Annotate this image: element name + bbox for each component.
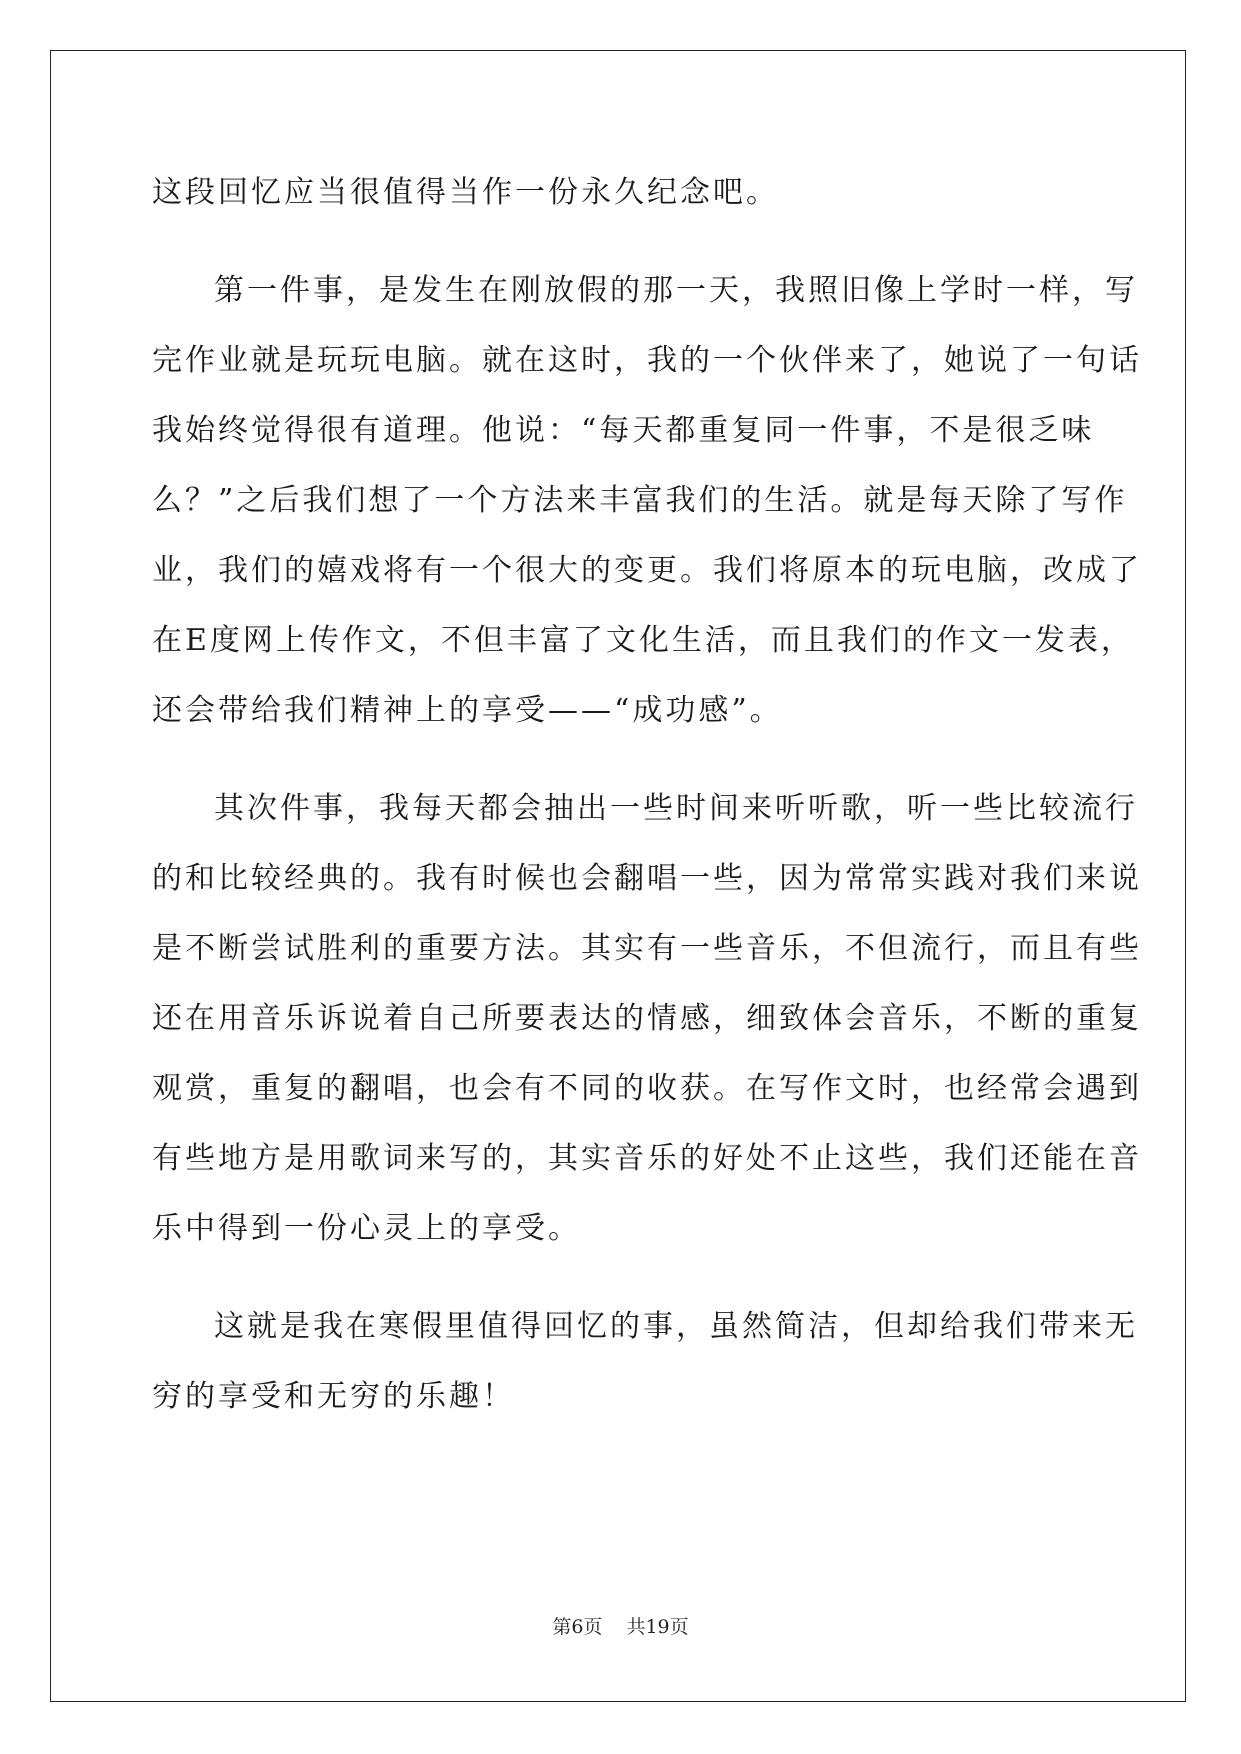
text-line: 还在用音乐诉说着自己所要表达的情感，细致体会音乐，不断的重复: [152, 1001, 1142, 1036]
text-line: 其次件事，我每天都会抽出一些时间来听听歌，听一些比较流行: [214, 791, 1138, 826]
text-line: 乐中得到一份心灵上的享受。: [152, 1211, 581, 1246]
text-line: 有些地方是用歌词来写的，其实音乐的好处不止这些，我们还能在音: [152, 1141, 1142, 1176]
text-line: 业，我们的嬉戏将有一个很大的变更。我们将原本的玩电脑，改成了: [152, 553, 1142, 588]
text-line: 这段回忆应当很值得当作一份永久纪念吧。: [152, 175, 779, 210]
paragraph: [152, 256, 1142, 746]
text-line: 还会带给我们精神上的享受——“成功感”。: [152, 693, 783, 728]
paragraph: [152, 1292, 1138, 1432]
text-line: 第一件事，是发生在刚放假的那一天，我照旧像上学时一样，写: [214, 273, 1138, 308]
paragraph: [152, 158, 1088, 228]
page-footer: [0, 1612, 1241, 1639]
text-line: 的和比较经典的。我有时候也会翻唱一些，因为常常实践对我们来说: [152, 861, 1142, 896]
page-number: 第6页: [552, 1616, 603, 1638]
text-line: 穷的享受和无穷的乐趣！: [152, 1379, 515, 1414]
text-line: 完作业就是玩玩电脑。就在这时，我的一个伙伴来了，她说了一句话: [152, 343, 1142, 378]
paragraph: [152, 774, 1142, 1264]
text-line: 么？”之后我们想了一个方法来丰富我们的生活。就是每天除了写作: [152, 483, 1128, 518]
document-body: [152, 158, 1142, 1432]
text-line: 这就是我在寒假里值得回忆的事，虽然简洁，但却给我们带来无: [214, 1309, 1138, 1344]
page-total: 共19页: [626, 1616, 689, 1638]
text-line: 在E度网上传作文，不但丰富了文化生活，而且我们的作文一发表，: [152, 623, 1134, 658]
text-line: 观赏，重复的翻唱，也会有不同的收获。在写作文时，也经常会遇到: [152, 1071, 1142, 1106]
text-line: 是不断尝试胜利的重要方法。其实有一些音乐，不但流行，而且有些: [152, 931, 1142, 966]
text-line: 我始终觉得很有道理。他说：“每天都重复同一件事，不是很乏味: [152, 413, 1095, 448]
